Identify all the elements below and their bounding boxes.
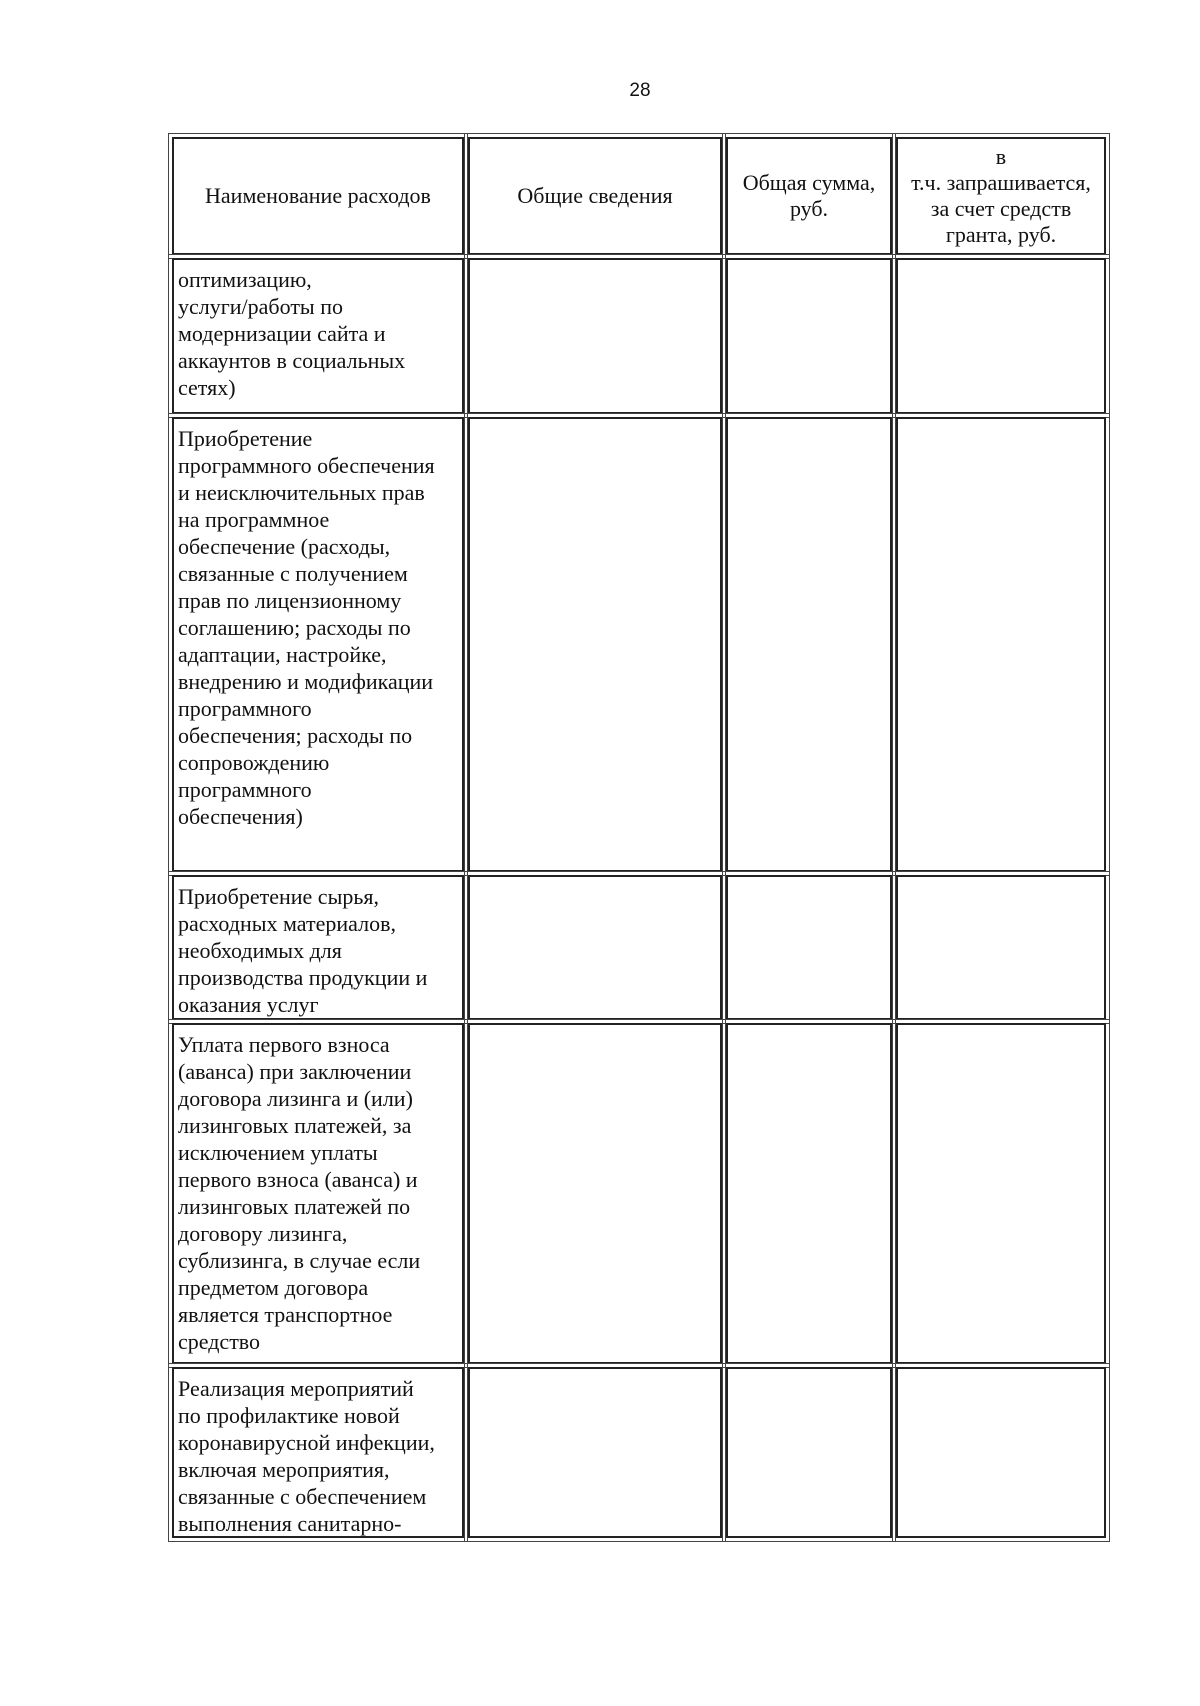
table-cell-general [468, 417, 722, 872]
table-cell-grant [896, 258, 1106, 414]
expense-label-cell: Реализация мероприятий по профилактике новой коронавирусной инфекции, включая мероприятия, связанные с обеспечением выполнения санитарно- [172, 1367, 464, 1538]
table-cell-total [726, 875, 892, 1020]
table-cell-grant [896, 1367, 1106, 1538]
table-cell-total [726, 417, 892, 872]
table-cell-total [726, 1023, 892, 1364]
table-cell-general [468, 875, 722, 1020]
header-total-amount: Общая сумма, руб. [726, 137, 892, 255]
expense-label-cell: оптимизацию, услуги/работы по модернизации сайта и аккаунтов в социальных сетях) [172, 258, 464, 414]
table-cell-general [468, 258, 722, 414]
table-cell-grant [896, 1023, 1106, 1364]
table-cell-total [726, 1367, 892, 1538]
header-expense-name: Наименование расходов [172, 137, 464, 255]
header-general-info: Общие сведения [468, 137, 722, 255]
page-number: 28 [629, 80, 651, 101]
header-grant-amount: в т.ч. запрашивается, за счет средств гранта, руб. [896, 137, 1106, 255]
table-cell-grant [896, 875, 1106, 1020]
expense-label-cell: Уплата первого взноса (аванса) при заключении договора лизинга и (или) лизинговых платежей, за исключением уплаты первого взноса (аванса) и лизинговых платежей по договору лизинга, сублизинга, в случае если предметом договора является транспортное средство [172, 1023, 464, 1364]
expense-label-cell: Приобретение программного обеспечения и неисключительных прав на программное обеспечение (расходы, связанные с получением прав по лицензионному соглашению; расходы по адаптации, настройке, внедрению и модификации программного обеспечения; расходы по сопровождению программного обеспечения) [172, 417, 464, 872]
table-cell-general [468, 1367, 722, 1538]
table-cell-grant [896, 417, 1106, 872]
table-cell-general [468, 1023, 722, 1364]
expense-label-cell: Приобретение сырья, расходных материалов, необходимых для производства продукции и оказания услуг [172, 875, 464, 1020]
table-cell-total [726, 258, 892, 414]
